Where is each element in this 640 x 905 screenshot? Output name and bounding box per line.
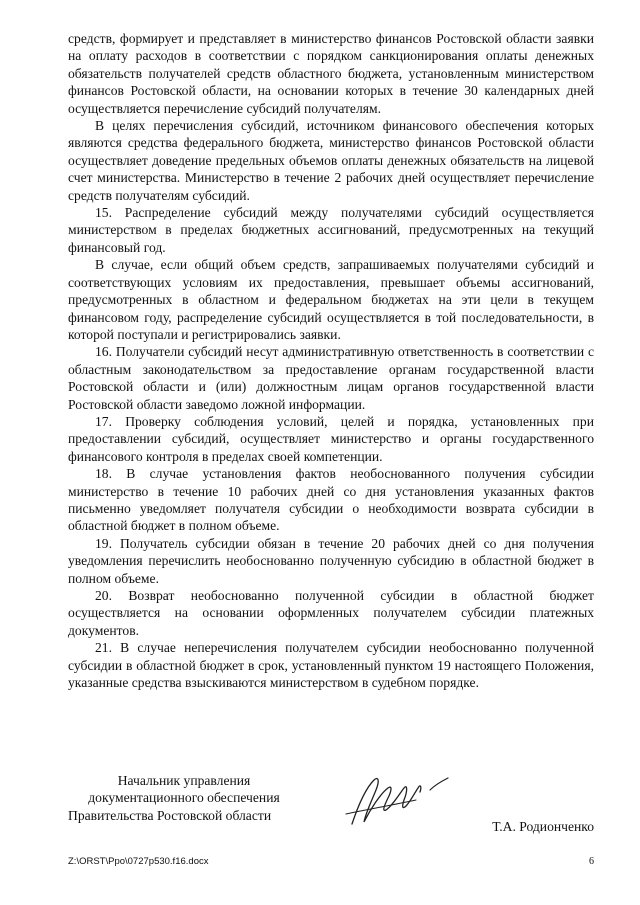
page-number: 6 bbox=[589, 856, 594, 867]
paragraph-3: 15. Распределение субсидий между получателями субсидий осуществляется министерством в пределах бюджетных ассигнований, предусмотренных на текущий финансовый год. bbox=[68, 205, 594, 255]
file-path: Z:\ORST\Ppo\0727p530.f16.docx bbox=[68, 856, 209, 867]
position-line-1: Начальник управления bbox=[117, 773, 251, 788]
paragraph-8: 19. Получатель субсидии обязан в течение 20 рабочих дней со дня получения уведомления перечислить необоснованно полученную субсидию в областной бюджет в полном объеме. bbox=[68, 535, 594, 586]
paragraph-7: 18. В случае установления фактов необоснованного получения субсидии министерство в течение 10 рабочих дней со дня установления указанных фактов письменно уведомляет получателя субсидии о необходимости возврата субсидии в областной бюджет в полном объеме. bbox=[68, 466, 594, 534]
paragraph-9: 20. Возврат необоснованно полученной субсидии в областной бюджет осуществляется на основании оформленных получателем субсидии платежных документов. bbox=[68, 588, 594, 638]
paragraph-6: 17. Проверку соблюдения условий, целей и порядка, установленных при предоставлении субсидий, осуществляет министерство и органы государственного финансового контроля в пределах своей компетенции. bbox=[68, 413, 594, 464]
paragraph-1: средств, формирует и представляет в министерство финансов Ростовской области заявки на оплату расходов в соответствии с порядком санкционирования оплаты денежных обязательств получателей средств областного бюджета, установленным министерством финансов Ростовской области, на основании которых в течение 30 календарных дней осуществляется перечисление субсидий получателям. bbox=[68, 31, 594, 116]
signer-name: Т.А. Родионченко bbox=[492, 819, 594, 834]
paragraph-5: 16. Получатели субсидий несут административную ответственность в соответствии с областным законодательством за предоставление органам государственной власти Ростовской области и (или) должностным лицам органов государственной власти Ростовской области заведомо ложной информации. bbox=[68, 344, 594, 412]
position-line-2: документационного обеспечения bbox=[88, 790, 280, 806]
signer-position bbox=[68, 772, 300, 824]
signature-block bbox=[68, 772, 594, 842]
paragraph-4: В случае, если общий объем средств, запрашиваемых получателями субсидий и соответствующих условиям их предоставления, превышает объемы ассигнований, предусмотренных в областном и федеральном бюджетах на эти цели в текущем финансовом году, распределение субсидий осуществляется в той последовательности, в которой поступали и регистрировались заявки. bbox=[68, 257, 594, 342]
document-body bbox=[68, 30, 594, 691]
position-line-3: Правительства Ростовской области bbox=[68, 807, 272, 823]
paragraph-2: В целях перечисления субсидий, источником финансового обеспечения которых являются средства федерального бюджета, министерство финансов Ростовской области осуществляет доведение предельных объемов оплаты денежных обязательств на лицевой счет министерства. Министерство в течение 2 рабочих дней осуществляет перечисление средств получателям субсидий. bbox=[68, 118, 594, 203]
handwritten-signature bbox=[344, 766, 454, 836]
paragraph-10: 21. В случае неперечисления получателем субсидии необоснованно полученной субсидии в областной бюджет в срок, установленный пунктом 19 настоящего Положения, указанные средства взыскиваются министерством в судебном порядке. bbox=[68, 640, 594, 691]
